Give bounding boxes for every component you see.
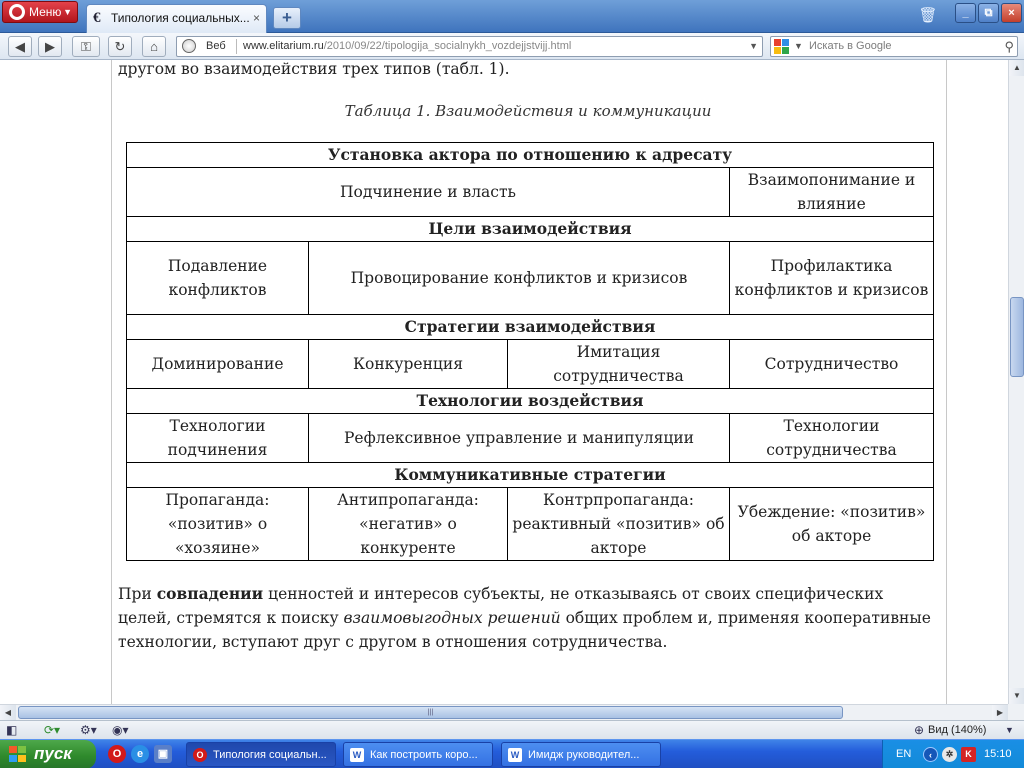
new-tab-button[interactable]: +	[273, 7, 301, 29]
lead-text: другом во взаимодействия трех типов (табл. 1).	[118, 60, 510, 78]
tray-gear-icon[interactable]: ✲	[942, 747, 957, 762]
forward-button[interactable]	[38, 36, 62, 57]
scroll-left-icon[interactable]: ◀	[0, 705, 16, 721]
table-header-cell: Технологии воздействия	[127, 389, 934, 414]
vertical-scrollbar[interactable]	[1008, 60, 1024, 704]
forward-icon: ▶	[45, 39, 55, 54]
table-header-cell: Цели взаимодействия	[127, 217, 934, 242]
opera-logo-icon	[9, 4, 25, 20]
scrollbar-corner	[1008, 704, 1024, 720]
opera-quicklaunch-icon[interactable]: O	[108, 745, 126, 763]
wand-button[interactable]	[72, 36, 100, 57]
scroll-right-icon[interactable]: ▶	[992, 705, 1008, 721]
menu-label: Меню	[29, 5, 62, 19]
scroll-down-icon[interactable]: ▼	[1009, 688, 1024, 704]
search-engine-dropdown-icon[interactable]: ▼	[794, 41, 803, 51]
tab-close-button[interactable]: ×	[252, 11, 260, 25]
horizontal-scroll-thumb[interactable]: |||	[18, 706, 843, 719]
table-cell: Технологии сотрудничества	[730, 414, 934, 463]
search-input[interactable]: Искать в Google	[809, 40, 892, 52]
network-icon[interactable]: ⚙▾	[80, 723, 97, 737]
system-tray	[882, 740, 1024, 768]
word-icon: W	[350, 748, 364, 762]
turbo-icon[interactable]: ◉▾	[112, 723, 129, 737]
address-url[interactable]	[243, 37, 571, 56]
scroll-up-icon[interactable]: ▲	[1009, 60, 1024, 76]
body-paragraph	[118, 582, 938, 654]
status-bar	[0, 720, 1024, 739]
chevron-down-icon: ▼	[63, 7, 72, 17]
panel-toggle-icon[interactable]: ◧	[6, 723, 18, 737]
task-label: Как построить коро...	[370, 749, 478, 761]
url-path: /2010/09/22/tipologija_socialnykh_vozdejjstvijj.html	[323, 40, 572, 52]
para-text: При	[118, 585, 157, 603]
url-domain: www.elitarium.ru	[243, 40, 324, 52]
taskbar-item-opera[interactable]	[186, 742, 336, 767]
table-header-cell: Стратегии взаимодействия	[127, 315, 934, 340]
minimize-button[interactable]: _	[955, 3, 976, 23]
content-right-border	[946, 60, 947, 704]
para-bold: совпадении	[156, 584, 264, 603]
para-italic: взаимовыгодных решений	[343, 609, 561, 627]
task-label: Типология социальн...	[213, 749, 327, 761]
table-cell: Пропаганда: «позитив» о «хозяине»	[127, 488, 309, 561]
interactions-table	[126, 142, 934, 561]
windows-taskbar	[0, 739, 1024, 768]
google-icon	[774, 39, 790, 54]
reload-icon: ↻	[114, 39, 126, 54]
table-cell: Доминирование	[127, 340, 309, 389]
address-bar[interactable]	[176, 36, 763, 57]
task-label: Имидж руководител...	[528, 749, 640, 761]
back-button[interactable]	[8, 36, 32, 57]
zoom-dropdown-icon[interactable]: ▼	[1005, 725, 1014, 735]
taskbar-item-word-2[interactable]	[501, 742, 661, 767]
address-web-label: Веб	[206, 40, 226, 52]
ie-quicklaunch-icon[interactable]: e	[131, 745, 149, 763]
table-cell: Профилактика конфликтов и кризисов	[730, 242, 934, 315]
start-label: пуск	[34, 744, 72, 763]
clock: 15:10	[984, 748, 1012, 760]
home-button[interactable]	[142, 36, 166, 57]
tab-active[interactable]	[86, 4, 267, 33]
home-icon: ⌂	[150, 39, 158, 54]
table-cell: Убеждение: «позитив» об акторе	[730, 488, 934, 561]
table-cell: Антипропаганда: «негатив» о конкуренте	[309, 488, 508, 561]
reload-button[interactable]	[108, 36, 132, 57]
table-cell: Взаимопонимание и влияние	[730, 168, 934, 217]
table-cell: Сотрудничество	[730, 340, 934, 389]
table-header-cell: Установка актора по отношению к адресату	[127, 143, 934, 168]
table-cell: Имитация сотрудничества	[508, 340, 730, 389]
language-indicator[interactable]: EN	[896, 748, 912, 760]
horizontal-scrollbar[interactable]	[0, 704, 1008, 720]
search-box[interactable]	[770, 36, 1018, 57]
antivirus-icon[interactable]: K	[961, 747, 976, 762]
maximize-button[interactable]: ⧉	[978, 3, 999, 23]
table-cell: Провоцирование конфликтов и кризисов	[309, 242, 730, 315]
table-cell: Технологии подчинения	[127, 414, 309, 463]
table-cell: Подчинение и власть	[127, 168, 730, 217]
para-text: общих проблем и, применяя кооперативные технологии, вступают друг с другом в отношения сотрудничества.	[118, 609, 931, 651]
windows-flag-icon	[9, 746, 27, 763]
table-cell: Конкуренция	[309, 340, 508, 389]
word-icon: W	[508, 748, 522, 762]
desktop-quicklaunch-icon[interactable]: ▣	[154, 745, 172, 763]
globe-icon	[182, 39, 196, 53]
page-viewport	[0, 60, 1008, 704]
close-window-button[interactable]: ×	[1001, 3, 1022, 23]
table-cell: Рефлексивное управление и манипуляции	[309, 414, 730, 463]
taskbar-item-word-1[interactable]	[343, 742, 493, 767]
table-cell: Контрпропаганда: реактивный «позитив» об акторе	[508, 488, 730, 561]
sync-icon[interactable]: ⟳▾	[44, 723, 61, 737]
key-icon: ⚿	[81, 39, 91, 54]
search-icon[interactable]: ⚲	[1004, 39, 1014, 54]
table-cell: Подавление конфликтов	[127, 242, 309, 315]
opera-logo-icon: O	[193, 748, 207, 762]
back-icon: ◀	[15, 39, 25, 54]
para-text: ценностей и интересов субъекты, не отказываясь от своих специфических целей, стремятся к поиску	[118, 585, 884, 627]
browser-title-bar	[0, 0, 1024, 33]
table-caption: Таблица 1. Взаимодействия и коммуникации	[344, 102, 712, 120]
table-header-cell: Коммуникативные стратегии	[127, 463, 934, 488]
tab-title: Типология социальных...	[111, 11, 250, 25]
tray-expand-icon[interactable]: ‹	[923, 747, 938, 762]
zoom-level[interactable]: Вид (140%)	[928, 724, 987, 736]
site-favicon-icon: €	[93, 10, 101, 26]
content-left-border	[111, 60, 112, 704]
start-button[interactable]	[0, 740, 96, 768]
trash-icon[interactable]: 🗑	[918, 7, 938, 24]
zoom-icon[interactable]: ⊕	[914, 723, 925, 737]
vertical-scroll-thumb[interactable]	[1010, 297, 1024, 377]
address-dropdown-icon[interactable]: ▼	[749, 41, 758, 51]
opera-menu-button[interactable]	[2, 1, 78, 23]
address-divider	[236, 39, 237, 54]
navigation-bar	[0, 33, 1024, 60]
